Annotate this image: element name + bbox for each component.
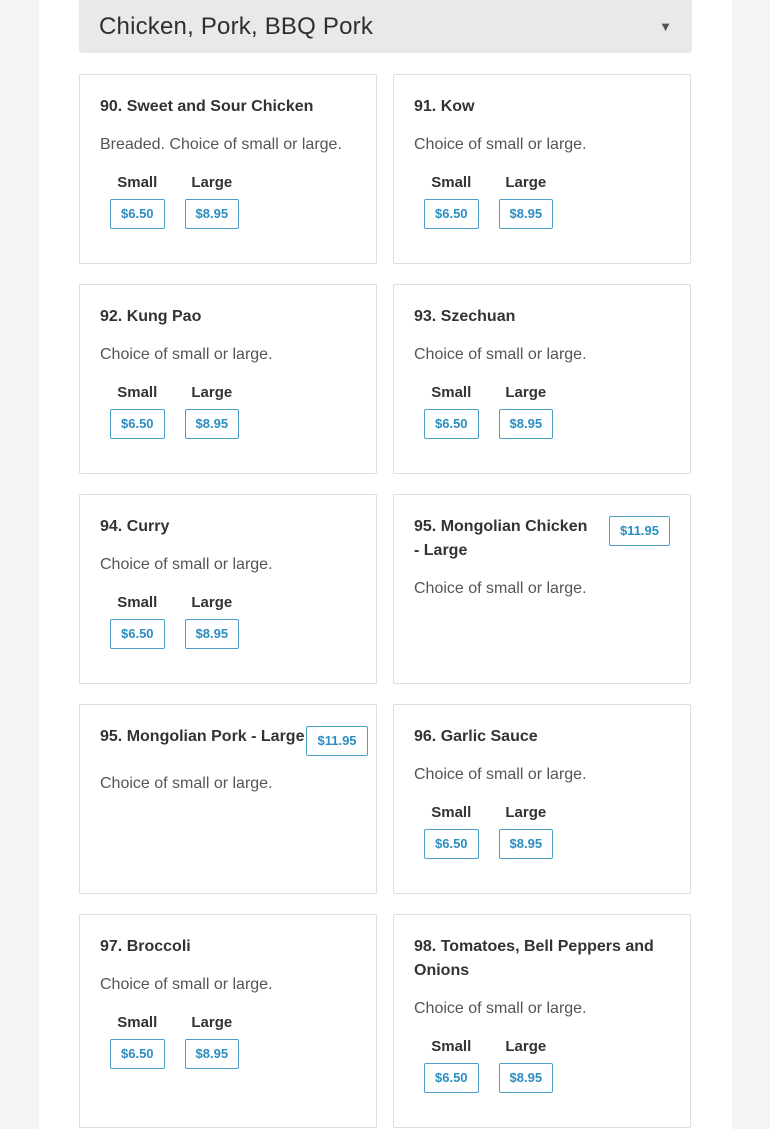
size-label: Large	[505, 804, 547, 821]
size-label: Small	[117, 1014, 158, 1031]
small-price-button[interactable]: $6.50	[110, 1039, 165, 1069]
size-label: Small	[117, 174, 158, 191]
large-price-button[interactable]: $8.95	[499, 199, 554, 229]
large-price-button[interactable]: $8.95	[185, 619, 240, 649]
item-name: 96. Garlic Sauce	[414, 728, 538, 745]
size-option-small	[110, 381, 165, 439]
size-label: Large	[505, 1038, 547, 1055]
large-price-button[interactable]: $8.95	[185, 409, 240, 439]
menu-item-card[interactable]	[79, 494, 377, 684]
item-name: 91. Kow	[414, 98, 475, 115]
large-price-button[interactable]: $8.95	[499, 409, 554, 439]
large-price-button[interactable]: $8.95	[499, 1063, 554, 1093]
price-options	[414, 1035, 670, 1093]
size-label: Small	[431, 1038, 472, 1055]
menu-item-card[interactable]	[393, 494, 691, 684]
item-description: Choice of small or large.	[100, 976, 273, 993]
menu-item-card[interactable]	[79, 74, 377, 264]
size-label: Large	[505, 174, 547, 191]
small-price-button[interactable]: $6.50	[110, 619, 165, 649]
price-options	[100, 1011, 356, 1069]
small-price-button[interactable]: $6.50	[424, 199, 479, 229]
item-description: Choice of small or large.	[100, 346, 273, 363]
price-options	[100, 591, 356, 649]
size-option-small	[424, 801, 479, 859]
size-label: Large	[191, 384, 233, 401]
size-option-small	[110, 171, 165, 229]
size-label: Small	[117, 384, 158, 401]
price-button[interactable]: $11.95	[609, 516, 670, 546]
menu-item-card[interactable]	[393, 284, 691, 474]
size-option-large	[499, 801, 554, 859]
size-option-large	[499, 171, 554, 229]
size-label: Small	[431, 174, 472, 191]
size-option-small	[110, 1011, 165, 1069]
menu-page	[39, 0, 732, 1129]
item-description: Choice of small or large.	[414, 1000, 587, 1017]
small-price-button[interactable]: $6.50	[424, 409, 479, 439]
large-price-button[interactable]: $8.95	[185, 1039, 240, 1069]
size-label: Small	[117, 594, 158, 611]
price-options	[100, 171, 356, 229]
large-price-button[interactable]: $8.95	[499, 829, 554, 859]
item-description: Choice of small or large.	[100, 775, 273, 792]
size-label: Small	[431, 384, 472, 401]
menu-item-card[interactable]	[393, 914, 691, 1128]
size-option-large	[185, 591, 240, 649]
size-label: Large	[191, 174, 233, 191]
section-header-toggle[interactable]	[79, 0, 692, 53]
size-option-small	[110, 591, 165, 649]
size-option-small	[424, 171, 479, 229]
menu-item-card[interactable]	[79, 914, 377, 1128]
item-name: 92. Kung Pao	[100, 308, 202, 325]
item-description: Choice of small or large.	[100, 556, 273, 573]
size-option-large	[185, 171, 240, 229]
section-title: Chicken, Pork, BBQ Pork	[99, 12, 374, 40]
size-option-large	[499, 1035, 554, 1093]
size-option-large	[185, 1011, 240, 1069]
item-description: Choice of small or large.	[414, 580, 587, 597]
card-header	[414, 515, 670, 563]
card-header	[100, 725, 356, 756]
size-option-large	[185, 381, 240, 439]
large-price-button[interactable]: $8.95	[185, 199, 240, 229]
size-label: Large	[191, 594, 233, 611]
item-name: 90. Sweet and Sour Chicken	[100, 98, 314, 115]
item-description: Breaded. Choice of small or large.	[100, 136, 342, 153]
size-option-small	[424, 1035, 479, 1093]
small-price-button[interactable]: $6.50	[424, 1063, 479, 1093]
menu-item-card[interactable]	[79, 704, 377, 894]
item-name: 97. Broccoli	[100, 938, 191, 955]
item-name: 95. Mongolian Pork - Large	[100, 728, 305, 745]
item-name: 94. Curry	[100, 518, 170, 535]
small-price-button[interactable]: $6.50	[110, 199, 165, 229]
caret-down-icon: ▼	[659, 19, 672, 34]
price-options	[100, 381, 356, 439]
item-description: Choice of small or large.	[414, 346, 587, 363]
price-options	[414, 801, 670, 859]
price-options	[414, 171, 670, 229]
item-name: 95. Mongolian Chicken - Large	[414, 518, 588, 559]
size-label: Large	[505, 384, 547, 401]
menu-item-card[interactable]	[79, 284, 377, 474]
menu-item-card[interactable]	[393, 704, 691, 894]
size-label: Large	[191, 1014, 233, 1031]
item-description: Choice of small or large.	[414, 766, 587, 783]
item-name: 98. Tomatoes, Bell Peppers and Onions	[414, 938, 654, 979]
small-price-button[interactable]: $6.50	[110, 409, 165, 439]
size-option-large	[499, 381, 554, 439]
menu-item-card[interactable]	[393, 74, 691, 264]
price-button[interactable]: $11.95	[306, 726, 367, 756]
item-description: Choice of small or large.	[414, 136, 587, 153]
size-option-small	[424, 381, 479, 439]
size-label: Small	[431, 804, 472, 821]
item-name: 93. Szechuan	[414, 308, 516, 325]
small-price-button[interactable]: $6.50	[424, 829, 479, 859]
price-options	[414, 381, 670, 439]
